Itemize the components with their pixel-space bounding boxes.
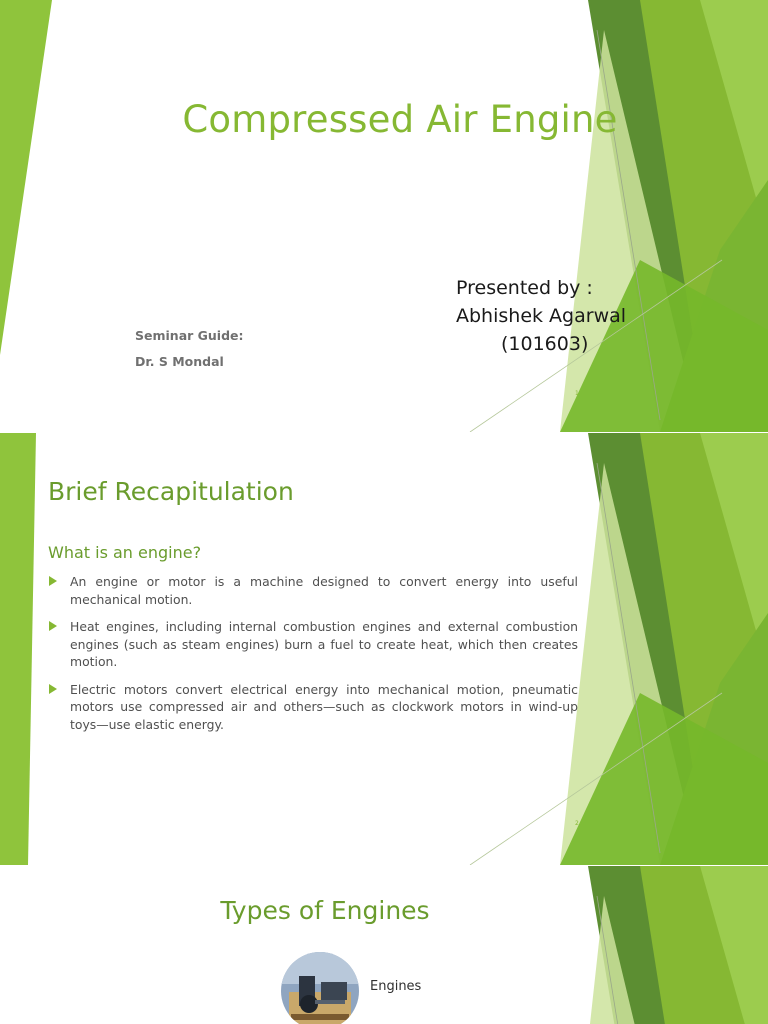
title-slide <box>0 0 768 432</box>
slide-subheading: What is an engine? <box>48 543 202 562</box>
presenter-block <box>456 274 626 358</box>
left-green-shape <box>0 433 36 865</box>
seminar-guide <box>135 323 244 375</box>
engine-label: Engines <box>370 979 422 994</box>
page-number: 2 <box>575 820 579 827</box>
content-slide <box>0 433 768 865</box>
slide-title: Compressed Air Engine <box>182 98 618 141</box>
presenter-name: Abhishek Agarwal <box>456 305 627 327</box>
types-slide <box>0 866 768 1024</box>
bullet-list <box>48 573 578 743</box>
guide-name: Dr. S Mondal <box>135 354 224 369</box>
bullet-item <box>48 681 578 734</box>
slide-decoration <box>0 0 768 432</box>
slide-title: Brief Recapitulation <box>48 477 294 506</box>
bullet-arrow-icon <box>49 684 57 694</box>
bullet-text: An engine or motor is a machine designed to convert energy into useful mechanical motion. <box>70 574 578 607</box>
bullet-arrow-icon <box>49 576 57 586</box>
presented-by-label: Presented by : <box>456 277 593 299</box>
page-number: 1 <box>575 390 579 397</box>
engine-picture <box>281 952 359 1024</box>
engine-image <box>281 952 359 1024</box>
bullet-item <box>48 618 578 671</box>
bullet-text: Electric motors convert electrical energy into mechanical motion, pneumatic motors use compressed air and others—such as clockwork motors in wind-up toys—use elastic energy. <box>70 681 578 732</box>
guide-label: Seminar Guide: <box>135 328 244 343</box>
bullet-item <box>48 573 578 608</box>
bullet-text: Heat engines, including internal combustion engines and external combustion engines (such as steam engines) burn a fuel to create heat, which then creates motion. <box>70 619 578 669</box>
bullet-arrow-icon <box>49 621 57 631</box>
slide-decoration <box>0 866 768 1024</box>
left-green-shape <box>0 0 52 355</box>
slide-title: Types of Engines <box>220 896 430 925</box>
presenter-id: (101603) <box>501 333 589 355</box>
